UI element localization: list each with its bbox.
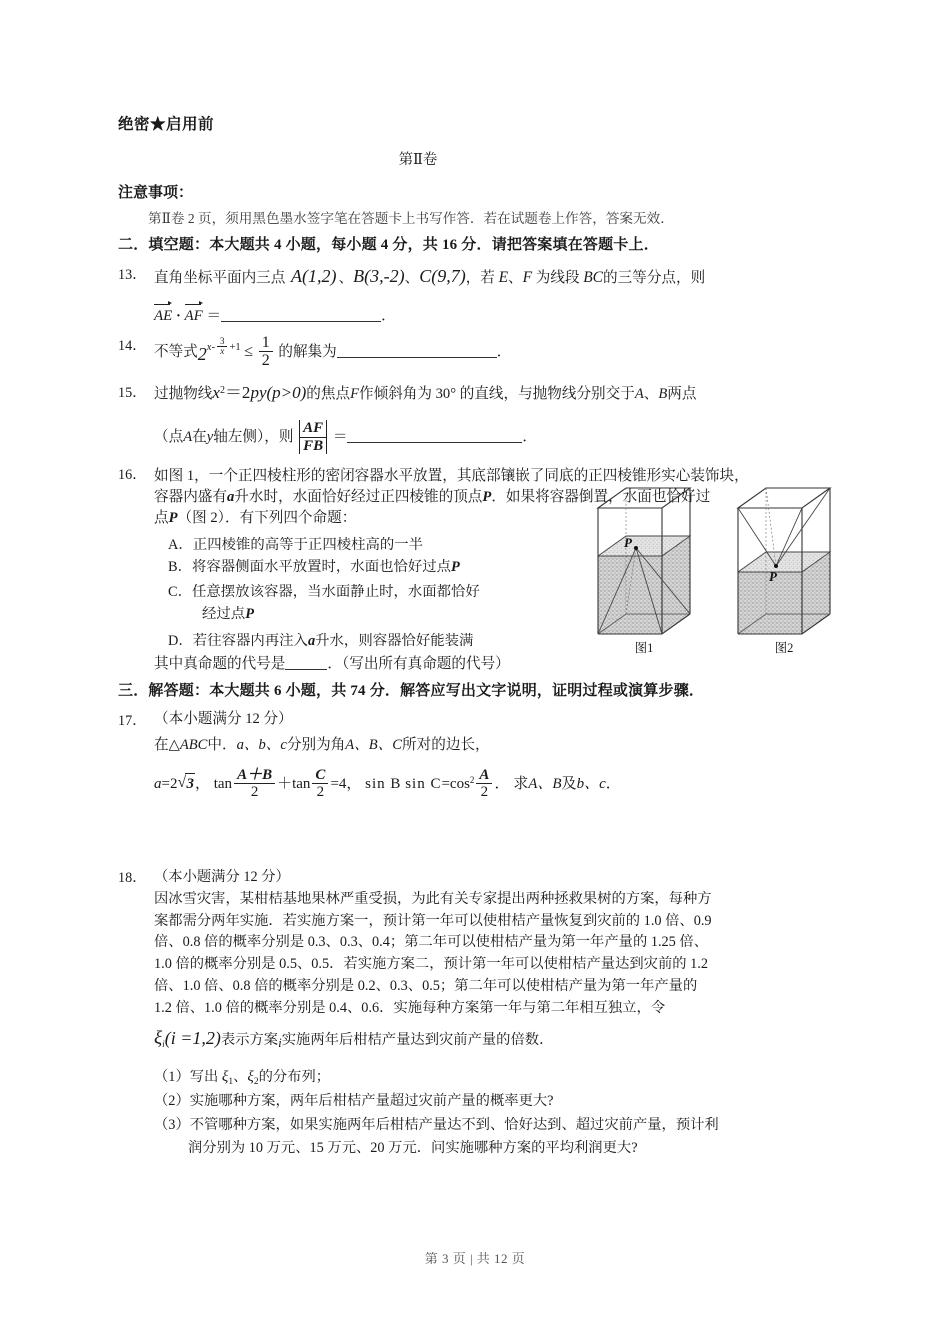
question-16-number: 16．	[118, 467, 147, 484]
q18-xi-definition	[154, 1025, 848, 1054]
q14-text-a: 不等式	[154, 343, 198, 360]
q13-equals: ＝	[206, 307, 222, 324]
q15-ratio-num: AF	[299, 420, 327, 437]
q18-xi-text-a: 表示方案	[220, 1032, 279, 1049]
q13-point-b: B(3,-2)	[353, 266, 405, 286]
page-content	[118, 112, 848, 1166]
q17-tan2-fraction	[312, 767, 328, 800]
q13-point-f: F	[522, 269, 533, 286]
q15-text-f: 在	[192, 429, 207, 446]
q17-tan-1: tan	[213, 775, 233, 792]
q18-item-3-label: （3）	[154, 1116, 190, 1133]
q15-eq-condition: (p>0)	[266, 383, 307, 403]
q14-answer-blank[interactable]	[337, 343, 497, 358]
q18-item-2	[154, 1091, 848, 1112]
q17-eq-a: a	[154, 775, 162, 792]
q16-option-b-p: P	[451, 559, 460, 576]
q16-answer-blank[interactable]	[285, 656, 327, 671]
q14-period: ．	[496, 343, 512, 360]
figure-1-caption: 图1	[634, 641, 654, 656]
q17-tan1-num: A＋B	[234, 767, 275, 784]
q17-sin-c	[405, 776, 441, 792]
q16-line-1-text: 如图 1，一个正四棱柱形的密闭容器水平放置，其底部镶嵌了同底的正四棱锥形实心装饰块，	[154, 468, 749, 485]
q16-line-3-a: 点	[154, 510, 169, 527]
q16-option-b-label: B．	[168, 559, 192, 576]
question-13-number: 13．	[118, 267, 147, 283]
q17-ask-mid: 及	[561, 775, 577, 792]
q14-exp-plus-one: +1	[229, 341, 241, 353]
q15-point-a: A	[634, 386, 644, 403]
q13-point-a: A(1,2)	[291, 266, 337, 286]
q18-item-1-sep: 、	[233, 1069, 248, 1086]
q17-line1-b: 中．	[207, 737, 237, 754]
q16-option-d-var: a	[307, 633, 316, 650]
q18-item-1-label: （1）	[154, 1069, 190, 1086]
q13-sep-2: 、	[404, 270, 420, 286]
q18-item-2-text: 实施哪种方案，两年后柑桔产量超过灾前产量的概率更大?	[189, 1093, 554, 1110]
q17-line1-a: 在△	[154, 737, 180, 754]
q15-ratio-den: FB	[299, 438, 327, 454]
q16-option-c-p: P	[245, 606, 254, 623]
q18-item-1	[154, 1066, 848, 1089]
q17-line1-d: 所对的边长，	[402, 737, 490, 754]
q17-eq-cos: =cos	[441, 775, 470, 792]
q18-item-1-a: 写出	[189, 1069, 219, 1086]
q17-ask-end: ．	[605, 775, 621, 792]
question-17-number: 17．	[118, 713, 147, 730]
q15-sep: 、	[643, 386, 659, 403]
q17-sin-b-text: sin B	[365, 775, 402, 792]
q17-line1-c: 分别为角	[286, 737, 346, 754]
q15-equals: ＝	[332, 429, 348, 446]
q13-text-a: 直角坐标平面内三点	[154, 270, 286, 286]
question-16	[118, 464, 848, 673]
q16-apex-p-2: P	[168, 510, 178, 527]
q16-option-a-label: A．	[168, 537, 193, 554]
notice-title: 注意事项：	[118, 185, 194, 201]
figure-2-caption: 图2	[774, 641, 794, 656]
q16-option-b-text: 将容器侧面水平放置时，水面也恰好过点	[192, 559, 452, 576]
q13-point-c: C(9,7)	[419, 266, 466, 286]
q13-text-d: 的三等分点，则	[603, 270, 706, 286]
q17-cos-num: A	[476, 767, 492, 784]
q15-text-d: 两点	[667, 386, 697, 403]
q17-sin-b	[365, 776, 401, 792]
q15-text-c: 作倾斜角为 30° 的直线，与抛物线分别交于	[359, 386, 635, 403]
q18-para-line-1: 因冰雪灾害，某柑桔基地果林严重受损，为此有关专家提出两种拯救果树的方案，每种方	[154, 890, 712, 907]
q15-eq-mid: ＝2	[224, 383, 251, 403]
q17-sqrt-3	[177, 773, 195, 794]
q16-option-c-label: C．	[168, 584, 192, 601]
section-two-heading: 二．填空题：本大题共 4 小题，每小题 4 分，共 16 分．请把答案填在答题卡上．	[118, 237, 659, 253]
q13-vector-af: AF	[185, 303, 203, 326]
q17-sqrt-radicand: 3	[185, 773, 195, 794]
q18-item-3	[154, 1115, 848, 1136]
question-13-answer-line	[154, 303, 848, 327]
question-18	[118, 867, 848, 1159]
section-three-heading: 三．解答题：本大题共 6 小题，共 74 分．解答应写出文字说明，证明过程或演算步骤．	[118, 683, 705, 700]
q15-text-a: 过抛物线	[154, 386, 213, 403]
q14-exponent	[206, 335, 241, 357]
q16-line-3	[154, 506, 624, 527]
q18-para-line-4: 1.0 倍的概率分别是 0.5、0.5．若实施方案二，预计第一年可以使柑桔产量达到灾前的 1.2	[154, 956, 709, 973]
q16-line-2-a: 容器内盛有	[154, 489, 227, 506]
q18-xi-condition: (i =1,2)	[164, 1028, 221, 1049]
q17-cos-fraction	[476, 767, 492, 800]
q13-segment-bc: BC	[583, 269, 604, 286]
q18-para-line-6: 1.2 倍、1.0 倍的概率分别是 0.4、0.6．实施每种方案第一年与第二年相互独立，令	[154, 999, 666, 1016]
q16-option-d-text-2: 升水，则容器恰好能装满	[315, 633, 474, 650]
q15-text-b: 的焦点	[306, 386, 351, 403]
q18-xi-var: i	[278, 1035, 282, 1051]
q18-item-1-sub2: 2	[253, 1077, 259, 1088]
q18-para-line-2: 案都需分两年实施．若实施方案一，预计第一年可以使柑桔产量恢复到灾前的 1.0 倍、0.9	[154, 912, 712, 929]
q14-exp-fraction	[217, 337, 228, 357]
q13-answer-blank[interactable]	[221, 307, 381, 322]
q16-figures	[584, 486, 852, 654]
q16-tail-b: ．（写出所有真命题的代号）	[327, 656, 510, 673]
question-13-statement	[154, 264, 848, 289]
q14-exp-frac-num: 3	[217, 337, 228, 348]
q18-item-3-b: 润分别为 10 万元、15 万元、20 万元．问实施哪种方案的平均利润更大?	[188, 1140, 638, 1157]
q15-ratio-fraction	[299, 420, 327, 453]
q14-exp-minus: -	[211, 341, 215, 353]
q16-line-2-b: 升水时，水面恰好经过正四棱锥的顶点	[234, 489, 483, 506]
q18-item-2-label: （2）	[154, 1093, 190, 1110]
secret-header: 绝密★启用前	[118, 116, 215, 133]
question-15-statement	[154, 382, 848, 405]
q15-eq-py: py	[250, 383, 267, 403]
q17-cos-den: 2	[480, 784, 489, 801]
question-14	[118, 335, 848, 371]
question-18-title: （本小题满分 12 分）	[154, 869, 290, 886]
q16-option-d-text: 若往容器内再注入	[192, 633, 308, 650]
q17-tan2-den: 2	[316, 784, 325, 801]
q15-text-e: （点	[154, 429, 184, 446]
q13-text-c: 为线段	[535, 270, 580, 286]
question-18-number: 18．	[118, 870, 147, 887]
spacer-17-18	[118, 809, 848, 867]
q14-rhs-num: 1	[259, 334, 273, 352]
q17-triangle-abc: ABC	[179, 737, 208, 754]
figure-1	[584, 486, 704, 654]
q18-xi-subscript: i	[162, 1040, 165, 1051]
q17-ask-bc: b、c	[576, 775, 606, 792]
q17-equals-4: =4	[330, 775, 347, 792]
q16-option-c-text-2: 经过点	[202, 606, 246, 623]
q17-tan1-den: 2	[250, 784, 259, 801]
q13-period: ．	[381, 307, 396, 324]
figure-2-svg	[724, 486, 844, 654]
q17-ask-ab: A、B	[528, 775, 562, 792]
q17-ask: 求	[513, 775, 529, 792]
q13-sep-1: 、	[338, 270, 354, 286]
q17-side-vars: a、b、c	[236, 737, 287, 754]
q16-option-c-text: 任意摆放该容器，当水面静止时，水面都恰好	[192, 584, 480, 601]
q18-item-3-a: 不管哪种方案，如果实施两年后柑桔产量达不到、恰好达到、超过灾前产量，预计利	[189, 1116, 719, 1133]
q16-line-2-c: ．如果将容器倒置，水面也恰好过	[491, 489, 711, 506]
q16-volume-var: a	[226, 489, 235, 506]
figure-1-apex-label: P	[624, 535, 632, 551]
q17-cos-sup: 2	[469, 774, 475, 785]
q14-exp-x: x	[206, 341, 212, 353]
q16-option-d-label: D．	[168, 633, 193, 650]
q13-point-e: E	[498, 269, 509, 286]
q17-sin-c-text: sin C	[405, 775, 442, 792]
q15-point-a2: A	[183, 429, 193, 446]
q15-answer-blank[interactable]	[347, 428, 522, 443]
q18-item-1-b: 的分布列；	[258, 1069, 331, 1086]
question-14-number: 14．	[118, 337, 147, 354]
q13-text-b: ，若	[465, 270, 495, 286]
q13-sep-3: 、	[508, 270, 523, 286]
q15-eq-superscript: 2	[219, 385, 225, 397]
q18-item-1-xi2: ξ	[247, 1069, 254, 1086]
question-15	[118, 382, 848, 454]
question-17-line-1	[154, 736, 848, 756]
q17-eq-equals: =2	[161, 775, 178, 792]
q17-tan1-fraction	[234, 767, 275, 800]
question-15-answer-line	[154, 421, 848, 454]
question-17-equation	[154, 768, 848, 801]
question-17	[118, 710, 848, 801]
q18-item-1-sub1: 1	[228, 1077, 234, 1088]
q16-line-1	[154, 464, 884, 485]
q17-comma-2: ，	[346, 775, 362, 792]
q14-le-operator: ≤	[244, 342, 254, 360]
q17-tan-2: tan	[292, 775, 311, 792]
q15-axis-y: y	[206, 429, 214, 446]
q16-apex-p-1: P	[482, 489, 492, 506]
q14-rhs-den: 2	[261, 352, 270, 370]
q17-comma-1: ，	[194, 775, 210, 792]
q13-vector-ae: AE	[154, 303, 172, 326]
q17-angle-vars: A、B、C	[345, 737, 403, 754]
question-17-title: （本小题满分 12 分）	[154, 711, 293, 728]
page-number: 第 3 页 | 共 12 页	[424, 1251, 526, 1266]
paper-part-title: 第Ⅱ卷	[398, 152, 438, 168]
q18-item-1-xi1: ξ	[221, 1069, 229, 1086]
question-13	[118, 264, 848, 327]
q18-item-3-cont	[188, 1138, 848, 1159]
q15-eq-x: x	[212, 383, 220, 403]
page-footer	[0, 1248, 950, 1267]
q18-xi-text-b: 实施两年后柑桔产量达到灾前产量的倍数．	[281, 1032, 554, 1049]
q15-text-g: 轴左侧），则	[213, 429, 294, 446]
q17-tan2-num: C	[312, 767, 328, 784]
question-15-number: 15．	[118, 385, 147, 402]
q18-para-line-5: 倍、1.0 倍、0.8 倍的概率分别是 0.2、0.3、0.5；第二年可以使柑桔产量为第一年产量的	[154, 977, 698, 994]
q14-exp-frac-den: x	[220, 346, 225, 357]
q16-line-3-b: （图 2）．有下列四个命题：	[177, 510, 357, 527]
q14-rhs-fraction	[259, 334, 273, 370]
q18-para-line-3: 倍、0.8 倍的概率分别是 0.3、0.3、0.4；第二年可以使柑桔产量为第一年产量的 1.25 倍、	[154, 934, 709, 951]
notice-body: 第Ⅱ卷 2 页，须用黑色墨水签字笔在答题卡上书写作答．若在试题卷上作答，答案无效．	[148, 211, 674, 226]
q17-plus: ＋	[277, 775, 293, 792]
figure-2-apex-label: P	[769, 569, 777, 585]
figure-1-svg	[584, 486, 704, 654]
q14-text-b: 的解集为	[278, 343, 337, 360]
q14-base: 2	[197, 343, 207, 364]
q18-xi-symbol: ξ	[154, 1028, 163, 1050]
q15-point-b: B	[658, 386, 668, 403]
q13-dot-operator: ·	[175, 307, 181, 324]
q15-focus-f: F	[350, 386, 359, 403]
q16-tail-a: 其中真命题的代号是	[154, 656, 286, 673]
q17-period: ．	[494, 775, 510, 792]
q15-period: ．	[522, 429, 538, 446]
question-14-statement	[154, 335, 848, 371]
figure-2	[724, 486, 844, 654]
q16-option-a-text: 正四棱锥的高等于正四棱柱高的一半	[192, 537, 424, 554]
